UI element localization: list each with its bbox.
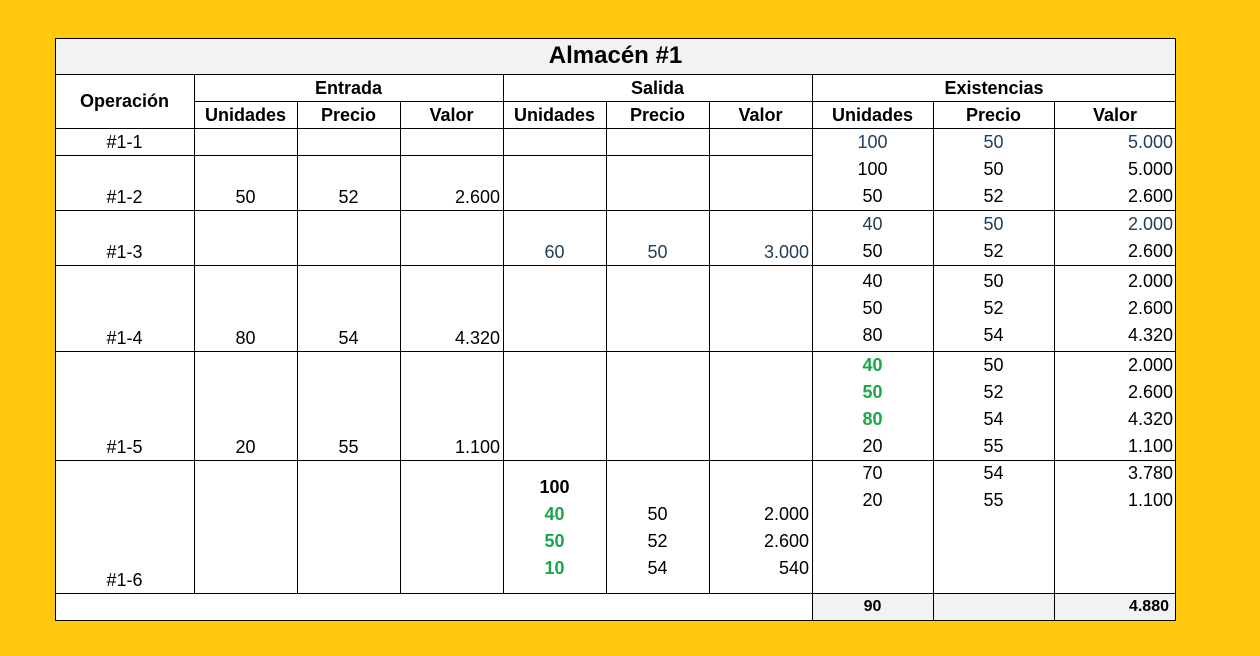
existencias-valor: 2.600 bbox=[1127, 241, 1173, 261]
header-existencias: Existencias bbox=[944, 78, 1044, 98]
existencias-precio: 54 bbox=[983, 409, 1004, 429]
header-existencias-precio: Precio bbox=[965, 105, 1022, 125]
grid-line bbox=[55, 128, 1176, 129]
existencias-valor: 4.320 bbox=[1127, 325, 1173, 345]
existencias-unidades: 20 bbox=[862, 490, 883, 510]
salida-valor: 3.000 bbox=[763, 242, 809, 262]
grid-line bbox=[55, 38, 56, 621]
grid-line bbox=[400, 101, 401, 594]
sheet-title: Almacén #1 bbox=[548, 42, 683, 69]
existencias-unidades: 20 bbox=[862, 436, 883, 456]
existencias-valor: 4.320 bbox=[1127, 409, 1173, 429]
existencias-unidades: 80 bbox=[862, 409, 883, 429]
grid-line bbox=[606, 101, 607, 594]
existencias-unidades: 50 bbox=[862, 382, 883, 402]
op-label: #1-4 bbox=[106, 328, 143, 348]
entrada-unidades: 20 bbox=[235, 437, 256, 457]
existencias-precio: 55 bbox=[983, 436, 1004, 456]
existencias-precio: 52 bbox=[983, 298, 1004, 318]
inventory-sheet bbox=[55, 38, 1176, 621]
grid-line bbox=[55, 210, 1176, 211]
header-existencias-valor: Valor bbox=[1092, 105, 1138, 125]
existencias-precio: 54 bbox=[983, 325, 1004, 345]
existencias-unidades: 50 bbox=[862, 186, 883, 206]
existencias-precio: 50 bbox=[983, 159, 1004, 179]
grid-line bbox=[297, 101, 298, 594]
salida-unidades: 50 bbox=[544, 531, 565, 551]
entrada-valor: 1.100 bbox=[454, 437, 500, 457]
grid-line bbox=[194, 74, 195, 594]
grid-line bbox=[1054, 101, 1055, 621]
entrada-precio: 55 bbox=[338, 437, 359, 457]
existencias-unidades: 100 bbox=[857, 159, 888, 179]
existencias-unidades: 50 bbox=[862, 298, 883, 318]
existencias-valor: 3.780 bbox=[1127, 463, 1173, 483]
grid-line bbox=[933, 101, 934, 621]
grid-line bbox=[503, 74, 504, 594]
header-entrada: Entrada bbox=[314, 78, 383, 98]
existencias-unidades: 70 bbox=[862, 463, 883, 483]
existencias-precio: 50 bbox=[983, 214, 1004, 234]
op-label: #1-2 bbox=[106, 187, 143, 207]
header-salida-precio: Precio bbox=[629, 105, 686, 125]
op-label: #1-3 bbox=[106, 242, 143, 262]
salida-unidades: 60 bbox=[544, 242, 565, 262]
header-salida-valor: Valor bbox=[738, 105, 783, 125]
existencias-precio: 52 bbox=[983, 241, 1004, 261]
op-label: #1-1 bbox=[106, 132, 143, 152]
op-label: #1-5 bbox=[106, 437, 143, 457]
existencias-unidades: 50 bbox=[862, 241, 883, 261]
entrada-precio: 54 bbox=[338, 328, 359, 348]
existencias-unidades: 40 bbox=[862, 214, 883, 234]
entrada-valor: 2.600 bbox=[454, 187, 500, 207]
salida-valor: 2.600 bbox=[763, 531, 809, 551]
grid-line bbox=[55, 593, 1176, 594]
existencias-precio: 50 bbox=[983, 355, 1004, 375]
grid-line bbox=[55, 460, 1176, 461]
existencias-valor: 1.100 bbox=[1127, 436, 1173, 456]
existencias-precio: 50 bbox=[983, 132, 1004, 152]
existencias-valor: 1.100 bbox=[1127, 490, 1173, 510]
salida-unidades: 40 bbox=[544, 504, 565, 524]
existencias-valor: 2.000 bbox=[1127, 214, 1173, 234]
grid-line bbox=[1175, 38, 1176, 621]
grid-line bbox=[55, 351, 1176, 352]
op-label: #1-6 bbox=[106, 570, 143, 590]
grid-line bbox=[812, 74, 813, 621]
salida-valor: 540 bbox=[778, 558, 809, 578]
salida-precio: 50 bbox=[647, 504, 668, 524]
entrada-unidades: 50 bbox=[235, 187, 256, 207]
existencias-valor: 2.600 bbox=[1127, 382, 1173, 402]
existencias-precio: 55 bbox=[983, 490, 1004, 510]
existencias-precio: 52 bbox=[983, 186, 1004, 206]
grid-line bbox=[55, 265, 1176, 266]
existencias-precio: 50 bbox=[983, 271, 1004, 291]
header-existencias-unidades: Unidades bbox=[831, 105, 914, 125]
existencias-valor: 2.000 bbox=[1127, 271, 1173, 291]
total-unidades: 90 bbox=[863, 598, 882, 615]
grid-line bbox=[55, 155, 812, 156]
total-valor: 4.880 bbox=[1128, 598, 1169, 615]
existencias-unidades: 100 bbox=[857, 132, 888, 152]
existencias-unidades: 40 bbox=[862, 355, 883, 375]
existencias-unidades: 80 bbox=[862, 325, 883, 345]
existencias-valor: 5.000 bbox=[1127, 159, 1173, 179]
salida-unidades: 10 bbox=[544, 558, 565, 578]
existencias-precio: 52 bbox=[983, 382, 1004, 402]
existencias-valor: 2.600 bbox=[1127, 298, 1173, 318]
entrada-unidades: 80 bbox=[235, 328, 256, 348]
grid-line bbox=[55, 620, 1176, 621]
existencias-valor: 2.600 bbox=[1127, 186, 1173, 206]
salida-precio: 52 bbox=[647, 531, 668, 551]
existencias-valor: 5.000 bbox=[1127, 132, 1173, 152]
existencias-unidades: 40 bbox=[862, 271, 883, 291]
grid-line bbox=[55, 74, 1176, 75]
grid-line bbox=[194, 101, 1176, 102]
header-entrada-valor: Valor bbox=[429, 105, 474, 125]
grid-line bbox=[55, 38, 1176, 39]
existencias-valor: 2.000 bbox=[1127, 355, 1173, 375]
existencias-precio: 54 bbox=[983, 463, 1004, 483]
salida-valor: 2.000 bbox=[763, 504, 809, 524]
header-entrada-precio: Precio bbox=[320, 105, 377, 125]
grid-line bbox=[709, 101, 710, 594]
header-operacion: Operación bbox=[79, 91, 170, 111]
entrada-precio: 52 bbox=[338, 187, 359, 207]
header-salida-unidades: Unidades bbox=[513, 105, 596, 125]
header-entrada-unidades: Unidades bbox=[204, 105, 287, 125]
salida-precio: 50 bbox=[647, 242, 668, 262]
salida-precio: 54 bbox=[647, 558, 668, 578]
entrada-valor: 4.320 bbox=[454, 328, 500, 348]
salida-total-unidades: 100 bbox=[539, 477, 570, 497]
header-salida: Salida bbox=[630, 78, 685, 98]
